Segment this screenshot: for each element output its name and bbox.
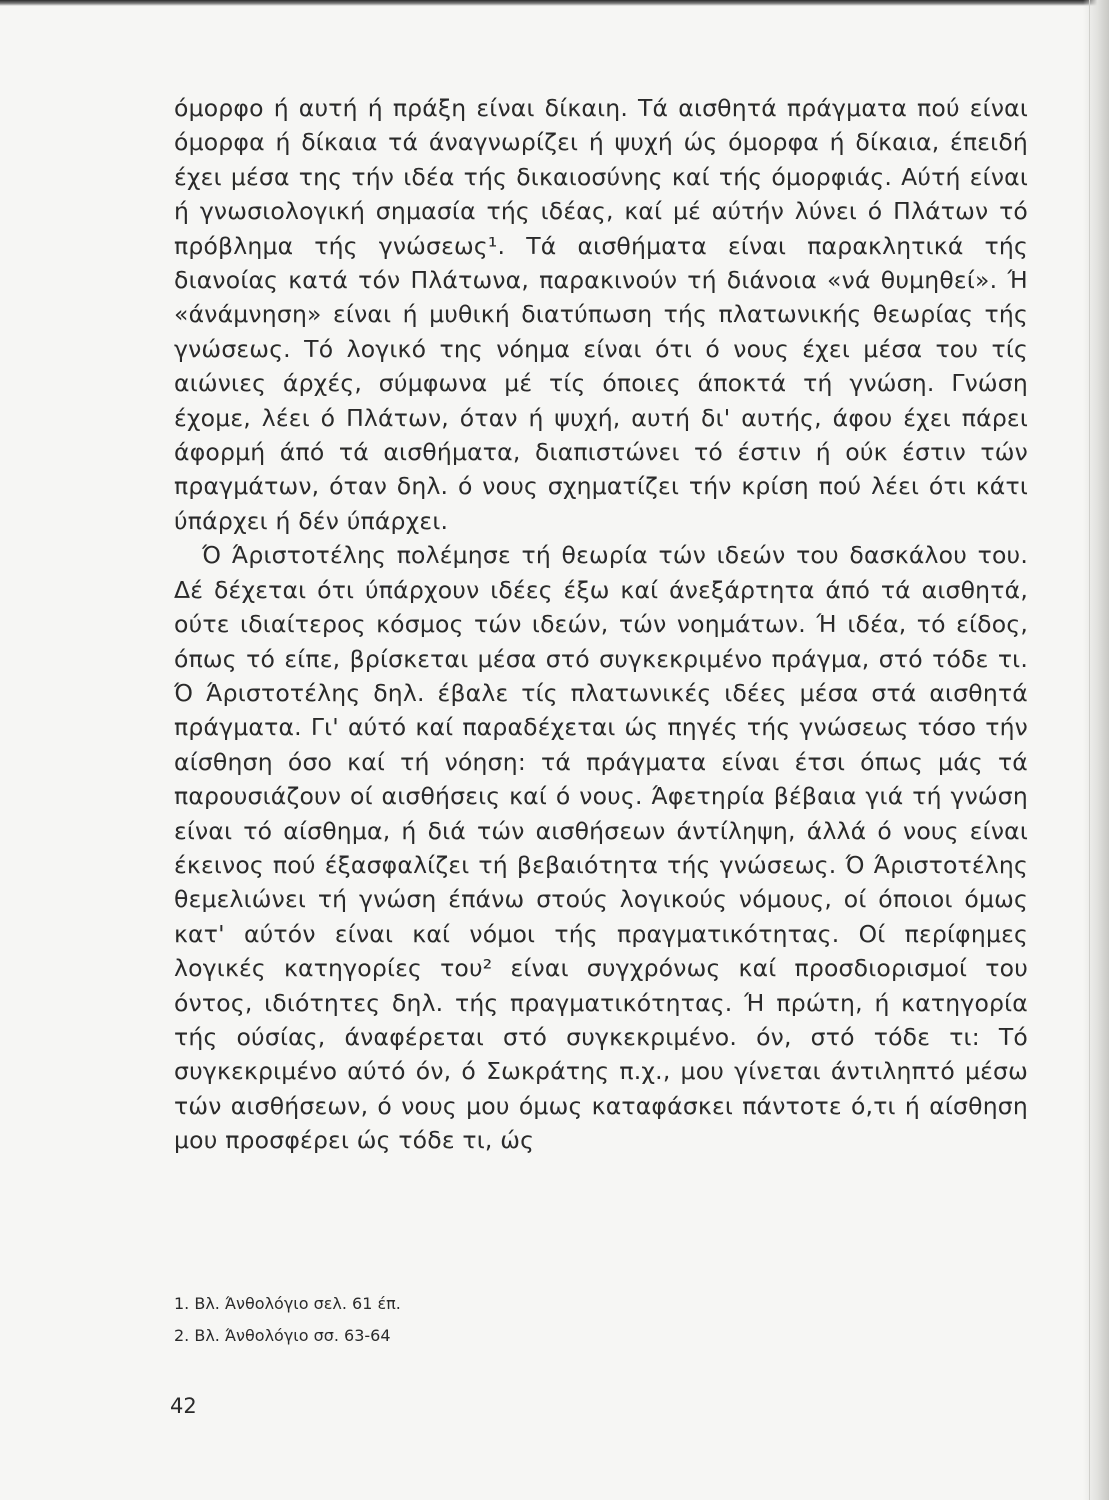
- page-gutter-line: [1089, 0, 1090, 1500]
- footnote-1: 1. Βλ. Άνθολόγιο σελ. 61 έπ.: [174, 1294, 401, 1313]
- footnote-2: 2. Βλ. Άνθολόγιο σσ. 63-64: [174, 1326, 391, 1345]
- page-number: 42: [170, 1394, 197, 1418]
- scan-top-edge: [0, 0, 1109, 6]
- page-body: [174, 91, 1028, 1158]
- paragraph-aristotle-theory-of-knowledge: Ό Άριστοτέλης πολέμησε τή θεωρία τών ιδεών του δασκάλου του. Δέ δέχεται ότι ύπάρχουν ιδέες έξω καί άνεξάρτητα άπό τά αισθητά, ούτε ιδιαίτερος κόσμος τών ιδεών, τών νοημάτων. Ή ιδέα, τό είδος, όπως τό είπε, βρίσκεται μέσα στό συγκεκριμένο πράγμα, στό τόδε τι. Ό Άριστοτέλης δηλ. έβαλε τίς πλατωνικές ιδέες μέσα στά αισθητά πράγματα. Γι' αύτό καί παραδέχεται ώς πηγές τής γνώσεως τόσο τήν αίσθηση όσο καί τή νόηση: τά πράγματα είναι έτσι όπως μάς τά παρουσιάζουν οί αισθήσεις καί ό νους. Άφετηρία βέβαια γιά τή γνώση είναι τό αίσθημα, ή διά τών αισθήσεων άντίληψη, άλλά ό νους είναι έκεινος πού έξασφαλίζει τή βεβαιότητα τής γνώσεως. Ό Άριστοτέλης θεμελιώνει τή γνώση έπάνω στούς λογικούς νόμους, οί όποιοι όμως κατ' αύτόν είναι καί νόμοι τής πραγματικότητας. Οί περίφημες λογικές κατηγορίες του² είναι συγχρόνως καί προσδιορισμοί του όντος, ιδιότητες δηλ. τής πραγματικότητας. Ή πρώτη, ή κατηγορία τής ούσίας, άναφέρεται στό συγκεκριμένο. όν, στό τόδε τι: Τό συγκεκριμένο αύτό όν, ό Σωκράτης π.χ., μου γίνεται άντιληπτό μέσω τών αισθήσεων, ό νους μου όμως καταφάσκει πάντοτε ό,τι ή αίσθηση μου προσφέρει ώς τόδε τι, ώς: [174, 541, 1028, 1155]
- footnotes: [174, 1288, 874, 1352]
- paragraph-plato-theory-of-knowledge: όμορφο ή αυτή ή πράξη είναι δίκαιη. Τά αισθητά πράγματα πού είναι όμορφα ή δίκαια τά άναγνωρίζει ή ψυχή ώς όμορφα ή δίκαια, έπειδή έχει μέσα της τήν ιδέα τής δικαιοσύνης καί τής όμορφιάς. Αύτή είναι ή γνωσιολογική σημασία τής ιδέας, καί μέ αύτήν λύνει ό Πλάτων τό πρόβλημα τής γνώσεως¹. Τά αισθήματα είναι παρακλητικά τής διανοίας κατά τόν Πλάτωνα, παρακινούν τή διάνοια «νά θυμηθεί». Ή «άνάμνηση» είναι ή μυθική διατύπωση τής πλατωνικής θεωρίας τής γνώσεως. Τό λογικό της νόημα είναι ότι ό νους έχει μέσα του τίς αιώνιες άρχές, σύμφωνα μέ τίς όποιες άποκτά τή γνώση. Γνώση έχομε, λέει ό Πλάτων, όταν ή ψυχή, αυτή δι' αυτής, άφου έχει πάρει άφορμή άπό τά αισθήματα, διαπιστώνει τό έστιν ή ούκ έστιν τών πραγμάτων, όταν δηλ. ό νους σχηματίζει τήν κρίση πού λέει ότι κάτι ύπάρχει ή δέν ύπάρχει.: [174, 94, 1028, 535]
- scan-right-edge: [1083, 0, 1109, 1500]
